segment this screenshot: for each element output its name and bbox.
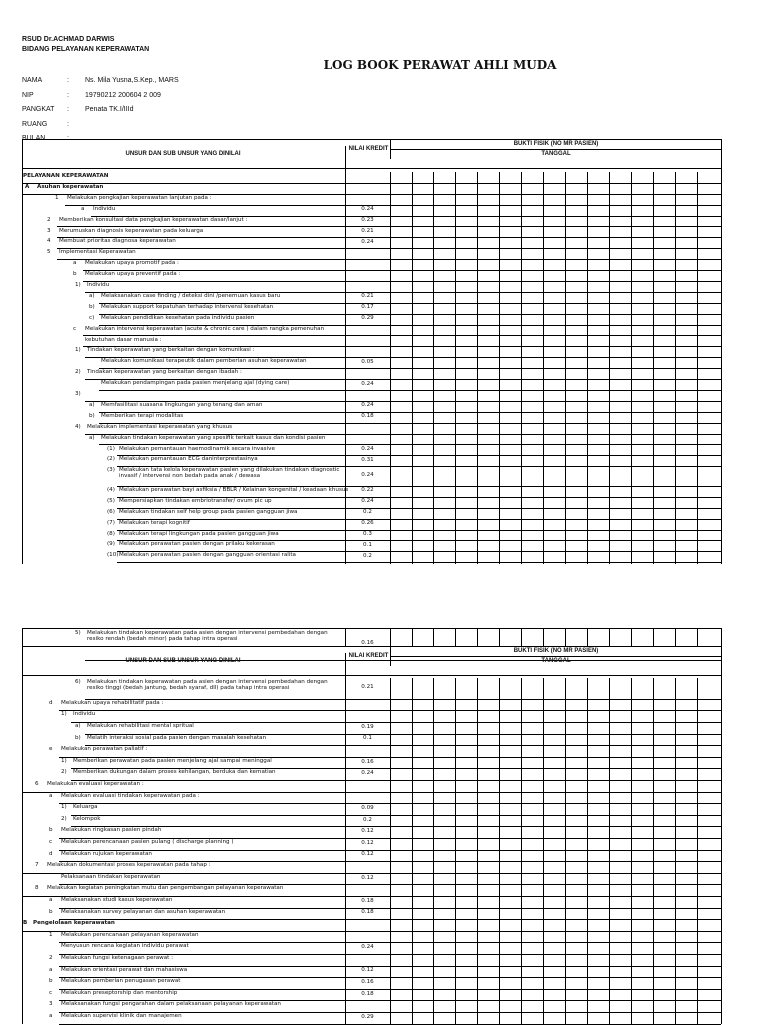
row-text: Melakukan perawatan paliatif :	[61, 746, 148, 753]
header-bukti-fisik: BUKTI FISIK (NO MR PASIEN)	[390, 647, 721, 656]
table-row	[23, 942, 721, 954]
row-text: Memberikan dukungan dalam proses kehilangan, berduka dan kematian	[73, 769, 276, 776]
logbook-table-part1	[22, 139, 722, 564]
table-row	[23, 757, 721, 769]
table-row	[23, 445, 721, 456]
table-row	[23, 838, 721, 850]
table-row	[23, 357, 721, 368]
table-row	[23, 314, 721, 325]
table-row	[23, 325, 721, 336]
row-credit-value: 0.24	[361, 402, 374, 409]
info-row	[22, 106, 134, 113]
row-credit-value: 0.2	[363, 552, 372, 559]
row-text: Melakukan pendidikan kesehatan pada individu pasien	[101, 314, 255, 321]
table-row	[23, 259, 721, 270]
row-number: a	[49, 1013, 53, 1020]
row-credit-value: 0.17	[361, 304, 374, 311]
table-row	[23, 931, 721, 943]
row-number: 2)	[75, 369, 81, 376]
row-number: (5)	[107, 497, 115, 504]
row-text: Melakukan fungsi ketenagaan perawat :	[61, 955, 174, 962]
row-text: Melakukan perawatan pasien dengan gangguan orientasi ralita	[119, 552, 296, 559]
row-text: Melakukan ringkasan pasien pindah	[61, 827, 162, 834]
table-row	[23, 248, 721, 259]
row-text: Melakukan perawatan bayi asfiksia / BBLR / Kelainan kongenital / keadaan khusus	[119, 486, 349, 493]
row-text: Individu	[93, 205, 116, 212]
row-number: b	[49, 908, 53, 915]
table-row	[23, 540, 721, 551]
row-number: (2)	[107, 456, 115, 463]
row-number: (6)	[107, 508, 115, 515]
row-text: Asuhan keperawatan	[37, 183, 104, 190]
row-credit-value: 0.26	[361, 520, 374, 527]
row-credit-value: 0.24	[361, 238, 374, 245]
row-number: b)	[75, 734, 81, 741]
table-header	[23, 139, 721, 169]
table-row	[23, 850, 721, 862]
row-text: Membuat prioritas diagnosa keperawatan	[59, 238, 176, 245]
row-number: b)	[89, 303, 95, 310]
table-row	[23, 989, 721, 1001]
row-text: Melaksanakan survey pelayanan dan asuhan keperawatan	[61, 908, 226, 915]
row-text: Memberikan konsultasi data pengkajian keperawatan dasar/lanjut :	[59, 216, 248, 223]
header-tanggal: TANGGAL	[390, 149, 721, 159]
row-credit-value: 0.29	[361, 315, 374, 322]
row-credit-value: 0.2	[363, 509, 372, 516]
table-row	[23, 861, 721, 873]
table-row	[23, 815, 721, 827]
header-nilai-kredit: NILAI KREDIT	[345, 653, 391, 681]
row-credit-value: 0.24	[361, 445, 374, 452]
row-text: Pengelolaan keperawatan	[33, 920, 115, 927]
info-label: NIP	[22, 91, 34, 99]
table-row	[23, 530, 721, 541]
table-row	[23, 368, 721, 379]
table-row	[23, 803, 721, 815]
table-row	[23, 710, 721, 722]
row-text: Menyusun rencana kegiatan individu perawat	[61, 943, 189, 950]
header-unsur: UNSUR DAN SUB UNSUR YANG DINILAI	[125, 658, 241, 664]
row-text: Melakukan preseptorship dan mentorship	[61, 989, 178, 996]
row-number: 3	[49, 1001, 53, 1008]
info-label: BULAN	[22, 135, 46, 142]
row-number: a	[49, 966, 53, 973]
row-credit-value: 0.1	[363, 541, 372, 548]
table-row	[23, 768, 721, 780]
header-unsur: UNSUR DAN SUB UNSUR YANG DINILAI	[125, 151, 241, 157]
row-credit-value: 0.12	[361, 839, 374, 846]
table-row	[23, 466, 721, 486]
row-text: Melakukan orientasi perawat dan mahasiswa	[61, 966, 188, 973]
row-number: (10)	[107, 552, 119, 559]
row-text: Melakukan pengkajian keperawatan lanjutan pada :	[67, 194, 212, 201]
table-row	[23, 423, 721, 434]
table-row	[23, 826, 721, 838]
row-text: Melakukan tindakan keperawatan pada asien dengan intervensi pembedahan dengan resiko rendah (bedah minor) pada tahap intra operasi	[87, 630, 328, 643]
row-number: 2)	[61, 769, 67, 776]
table-row	[23, 734, 721, 746]
row-credit-value: 0.19	[361, 723, 374, 730]
table-row	[23, 699, 721, 711]
row-credit-value: 0.18	[361, 990, 374, 997]
row-text: Melakukan pendampingan pada pasien menjelang ajal (dying care)	[101, 380, 290, 387]
row-credit-value: 0.12	[361, 874, 374, 881]
row-number: b	[49, 978, 53, 985]
row-number: (4)	[107, 486, 115, 493]
table-row	[23, 292, 721, 303]
table-row	[23, 977, 721, 989]
row-credit-value: 0.24	[361, 472, 374, 479]
row-number: (9)	[107, 541, 115, 548]
row-text: Melakukan perencanaan pelayanan keperawatan	[61, 931, 199, 938]
table-row	[23, 678, 721, 699]
row-text: Melakukan pemberian penugasan perawat	[61, 978, 181, 985]
row-credit-value: 0.16	[361, 758, 374, 765]
table-row	[23, 919, 721, 931]
row-text: Melakukan tindakan keperawatan yang spesifik terkait kasus dan kondisi pasien	[101, 434, 326, 441]
row-credit-value: 0.16	[361, 979, 374, 986]
row-text: Melakukan upaya preventif pada :	[85, 271, 181, 278]
row-credit-value: 0.24	[361, 206, 374, 213]
row-text: Melakukan evaluasi keperawatan :	[47, 781, 144, 788]
row-number: 2	[47, 216, 51, 223]
row-number: a	[81, 205, 85, 212]
row-number: 6	[35, 781, 39, 788]
row-credit-value: 0.22	[361, 487, 374, 494]
info-colon: :	[67, 106, 69, 113]
info-value: Penata TK.I/IIId	[85, 106, 134, 113]
row-number: 6)	[75, 679, 81, 685]
row-text: Merumuskan diagnosis keperawatan pada keluarga	[59, 227, 204, 234]
table-row	[23, 172, 721, 183]
row-number: a	[73, 260, 77, 267]
row-credit-value: 0.09	[361, 805, 374, 812]
row-number: 4)	[75, 423, 81, 430]
info-colon: :	[67, 91, 69, 99]
table-row	[23, 303, 721, 314]
header-nilai-kredit: NILAI KREDIT	[345, 146, 391, 174]
row-number: (8)	[107, 530, 115, 537]
row-credit-value: 0.21	[361, 293, 374, 300]
table-row	[23, 281, 721, 292]
department-name: BIDANG PELAYANAN KEPERAWATAN	[22, 46, 150, 53]
row-divider	[117, 562, 721, 563]
row-text: Melakukan pemantauan ECG daninterprestasinya	[119, 456, 258, 463]
row-text: Individu	[87, 282, 110, 288]
row-text: Melakukan komunikasi terapeutik dalam pemberian asuhan keperawatan	[101, 358, 307, 365]
row-number: 1	[55, 194, 59, 201]
table-row	[23, 434, 721, 445]
info-row	[22, 92, 161, 99]
row-number: c	[73, 325, 77, 332]
page-title: LOG BOOK PERAWAT AHLI MUDA	[323, 58, 557, 72]
table-row	[23, 1012, 721, 1024]
row-credit-value: 0.12	[361, 967, 374, 974]
row-credit-value: 0.21	[361, 227, 374, 234]
table-row	[23, 401, 721, 412]
table-row	[23, 508, 721, 519]
row-text: Melakukan support kepatuhan terhadap intervensi kesehatan	[101, 303, 274, 310]
table-row	[23, 519, 721, 530]
row-text: Individu	[73, 711, 96, 718]
row-number: d	[49, 850, 53, 857]
table-row	[23, 780, 721, 792]
row-credit-value: 0.24	[361, 498, 374, 505]
row-text: Melakukan tindakan keperawatan pada asien dengan intervensi pembedahan dengan resiko tinggi (bedah jantung, bedah syaraf, dll) pada tahap intra operasi	[87, 679, 328, 692]
row-text: Melakukan dokumentasi proses keperawatan pada tahap :	[47, 862, 211, 869]
row-number: 5)	[75, 630, 81, 636]
row-number: (7)	[107, 519, 115, 526]
row-number: 1	[49, 931, 53, 938]
table-row	[23, 412, 721, 423]
logbook-table-part2	[22, 628, 722, 1024]
hospital-name: RSUD Dr.ACHMAD DARWIS	[22, 36, 115, 43]
row-credit-value: 0.31	[361, 456, 374, 463]
row-number: a)	[75, 723, 81, 730]
row-text: Pelaksanaan tindakan keperawatan	[61, 873, 161, 880]
table-row	[23, 497, 721, 508]
row-credit-value: 0.24	[361, 770, 374, 777]
row-text: Melakukan perencanaan pasien pulang ( discharge planning )	[61, 839, 234, 846]
table-row	[23, 908, 721, 920]
table-row	[23, 486, 721, 497]
table-row	[23, 966, 721, 978]
row-text: Melakukan perawatan pasien dengan prilaku kekerasan	[119, 541, 275, 548]
row-credit-value: 0.2	[363, 816, 372, 823]
row-number: a)	[89, 434, 95, 441]
row-number: e	[49, 746, 53, 753]
table-row	[23, 745, 721, 757]
row-credit-value: 0.18	[361, 897, 374, 904]
info-value: Ns. Mila Yusna,S.Kep., MARS	[85, 77, 179, 84]
row-text: Melakukan rehabilitasi mental spritual	[87, 723, 194, 730]
row-text: PELAYANAN KEPERAWATAN	[23, 173, 109, 179]
row-number: (1)	[107, 445, 115, 452]
info-colon: :	[67, 135, 69, 142]
row-text: Melakukan evaluasi tindakan keperawatan pada :	[61, 792, 200, 799]
row-number: 3)	[75, 391, 81, 397]
row-number: 1)	[61, 804, 67, 811]
info-label: RUANG	[22, 120, 48, 128]
row-number: c	[49, 839, 53, 846]
table-row	[23, 216, 721, 227]
row-number: c	[49, 989, 53, 996]
row-text: Tindakan keperawatan yang berkaitan dengan ibadah :	[87, 369, 242, 376]
row-number: a)	[89, 292, 95, 299]
row-text: Keluarga	[73, 804, 98, 811]
row-text: Melakukan upaya rehabilitatif pada :	[61, 699, 164, 706]
table-row	[23, 379, 721, 390]
row-text: Memfasilitasi suasana lingkungan yang tenang dan aman	[101, 401, 263, 408]
row-credit-value: 0.24	[361, 944, 374, 951]
row-number: d	[49, 699, 53, 706]
row-number: 3	[47, 227, 51, 234]
info-row	[22, 121, 85, 128]
row-text: Memberikan terapi modalitas	[101, 412, 184, 419]
table-row	[23, 884, 721, 896]
row-text: Melakukan terapi kognitif	[119, 519, 190, 526]
info-value: 19790212 200604 2 009	[85, 91, 161, 99]
row-number: b	[49, 827, 53, 834]
row-text: Melakukan supervisi klinik dan manajemen	[61, 1013, 182, 1020]
row-number: 7	[35, 862, 39, 869]
row-number: c)	[89, 314, 95, 321]
row-number: 8	[35, 885, 39, 892]
table-row	[23, 390, 721, 401]
row-number: a)	[89, 401, 95, 408]
row-number: b	[73, 271, 77, 278]
row-number: 1)	[75, 282, 81, 288]
header-bukti-fisik: BUKTI FISIK (NO MR PASIEN)	[390, 140, 721, 149]
row-credit-value: 0.1	[363, 735, 372, 742]
row-number: 2)	[61, 815, 67, 822]
table-row	[23, 455, 721, 466]
table-row	[23, 954, 721, 966]
row-text: Mempersiapkan tindakan embriotransfer/ ovum pic up	[119, 497, 272, 504]
table-row	[23, 205, 721, 216]
row-text: kebutuhan dasar manusia :	[85, 336, 162, 343]
row-credit-value: 0.16	[361, 640, 374, 647]
row-text: Melakukan rujukan keperawatan	[61, 850, 152, 857]
row-text: Melakukan intervensi keperawatan (acute & chronic care ) dalam rangka pemenuhan	[85, 325, 325, 332]
table-row	[23, 227, 721, 238]
row-number: a	[49, 897, 53, 904]
row-credit-value: 0.05	[361, 358, 374, 365]
row-text: Melaksanakan case finding / deteksi dini /penemuan kasus baru	[101, 292, 281, 299]
row-number: (3)	[107, 467, 115, 474]
info-row	[22, 77, 179, 84]
row-number: A	[25, 183, 30, 190]
row-text: Melakukan upaya promotif pada :	[85, 260, 179, 267]
row-credit-value: 0.24	[361, 380, 374, 387]
row-text: Melakukan implementasi keperawatan yang khusus	[87, 423, 233, 430]
row-credit-value: 0.21	[361, 684, 374, 691]
table-row	[23, 194, 721, 205]
row-credit-value: 0.3	[363, 530, 372, 537]
table-row	[23, 336, 721, 347]
table-row	[23, 551, 721, 562]
row-text: Melakukan tindakan self help group pada pasien gangguan jiwa	[119, 508, 298, 515]
table-row	[23, 183, 721, 194]
table-row	[23, 346, 721, 357]
row-credit-value: 0.18	[361, 413, 374, 420]
row-text: Melakukan kegiatan peningkatan mutu dan pengembangan pelayanan keperawatan	[47, 885, 284, 892]
row-credit-value: 0.18	[361, 909, 374, 916]
table-row	[23, 873, 721, 885]
row-text: Tindakan keperawatan yang berkaitan dengan komunikasi :	[87, 347, 255, 354]
row-number: 2	[49, 955, 53, 962]
row-number: B	[23, 920, 28, 927]
row-credit-value: 0.12	[361, 851, 374, 858]
row-text: Implementasi Keperawatan	[59, 249, 136, 256]
row-number: 1)	[61, 757, 67, 764]
row-text: Melaksanakan studi kasus keperawatan	[61, 897, 173, 904]
info-colon: :	[67, 77, 69, 84]
table-row	[23, 792, 721, 804]
table-row	[23, 722, 721, 734]
info-label: PANGKAT	[22, 106, 55, 113]
row-number: 1)	[75, 347, 81, 354]
table-header-repeat	[23, 646, 721, 676]
header-tanggal: TANGGAL	[390, 656, 721, 666]
row-text: Memberikan perawatan pada pasien menjelang ajal sampai meninggal	[73, 757, 272, 764]
row-text: Melakukan tata kelola keperawatan pasien yang dilakukan tindakan diagnostic invasif / intervensi non bedah pada anak / dewasa	[119, 467, 340, 480]
table-row	[23, 270, 721, 281]
row-text: Melaksanakan fungsi pengarahan dalam pelaksanaan pelayanan keperawatan	[61, 1001, 281, 1008]
info-label: NAMA	[22, 77, 43, 84]
row-number: 1)	[61, 711, 67, 718]
row-text: Kelompok	[73, 815, 101, 822]
row-credit-value: 0.29	[361, 1013, 374, 1020]
row-number: 4	[47, 238, 51, 245]
table-row	[23, 237, 721, 248]
row-number: 5	[47, 249, 51, 256]
row-credit-value: 0.23	[361, 217, 374, 224]
row-text: Melakukan pemantauan haemodinamik secara invasive	[119, 445, 275, 452]
row-text: Melakukan terapi lingkungan pada pasien gangguan jiwa	[119, 530, 279, 537]
row-text: Melatih interaksi sosial pada pasien dengan masalah kesehatan	[87, 734, 267, 741]
row-credit-value: 0.12	[361, 828, 374, 835]
row-number: a	[49, 792, 53, 799]
table-row	[23, 1000, 721, 1012]
row-number: b)	[89, 412, 95, 419]
table-row	[23, 896, 721, 908]
info-colon: :	[67, 120, 69, 128]
